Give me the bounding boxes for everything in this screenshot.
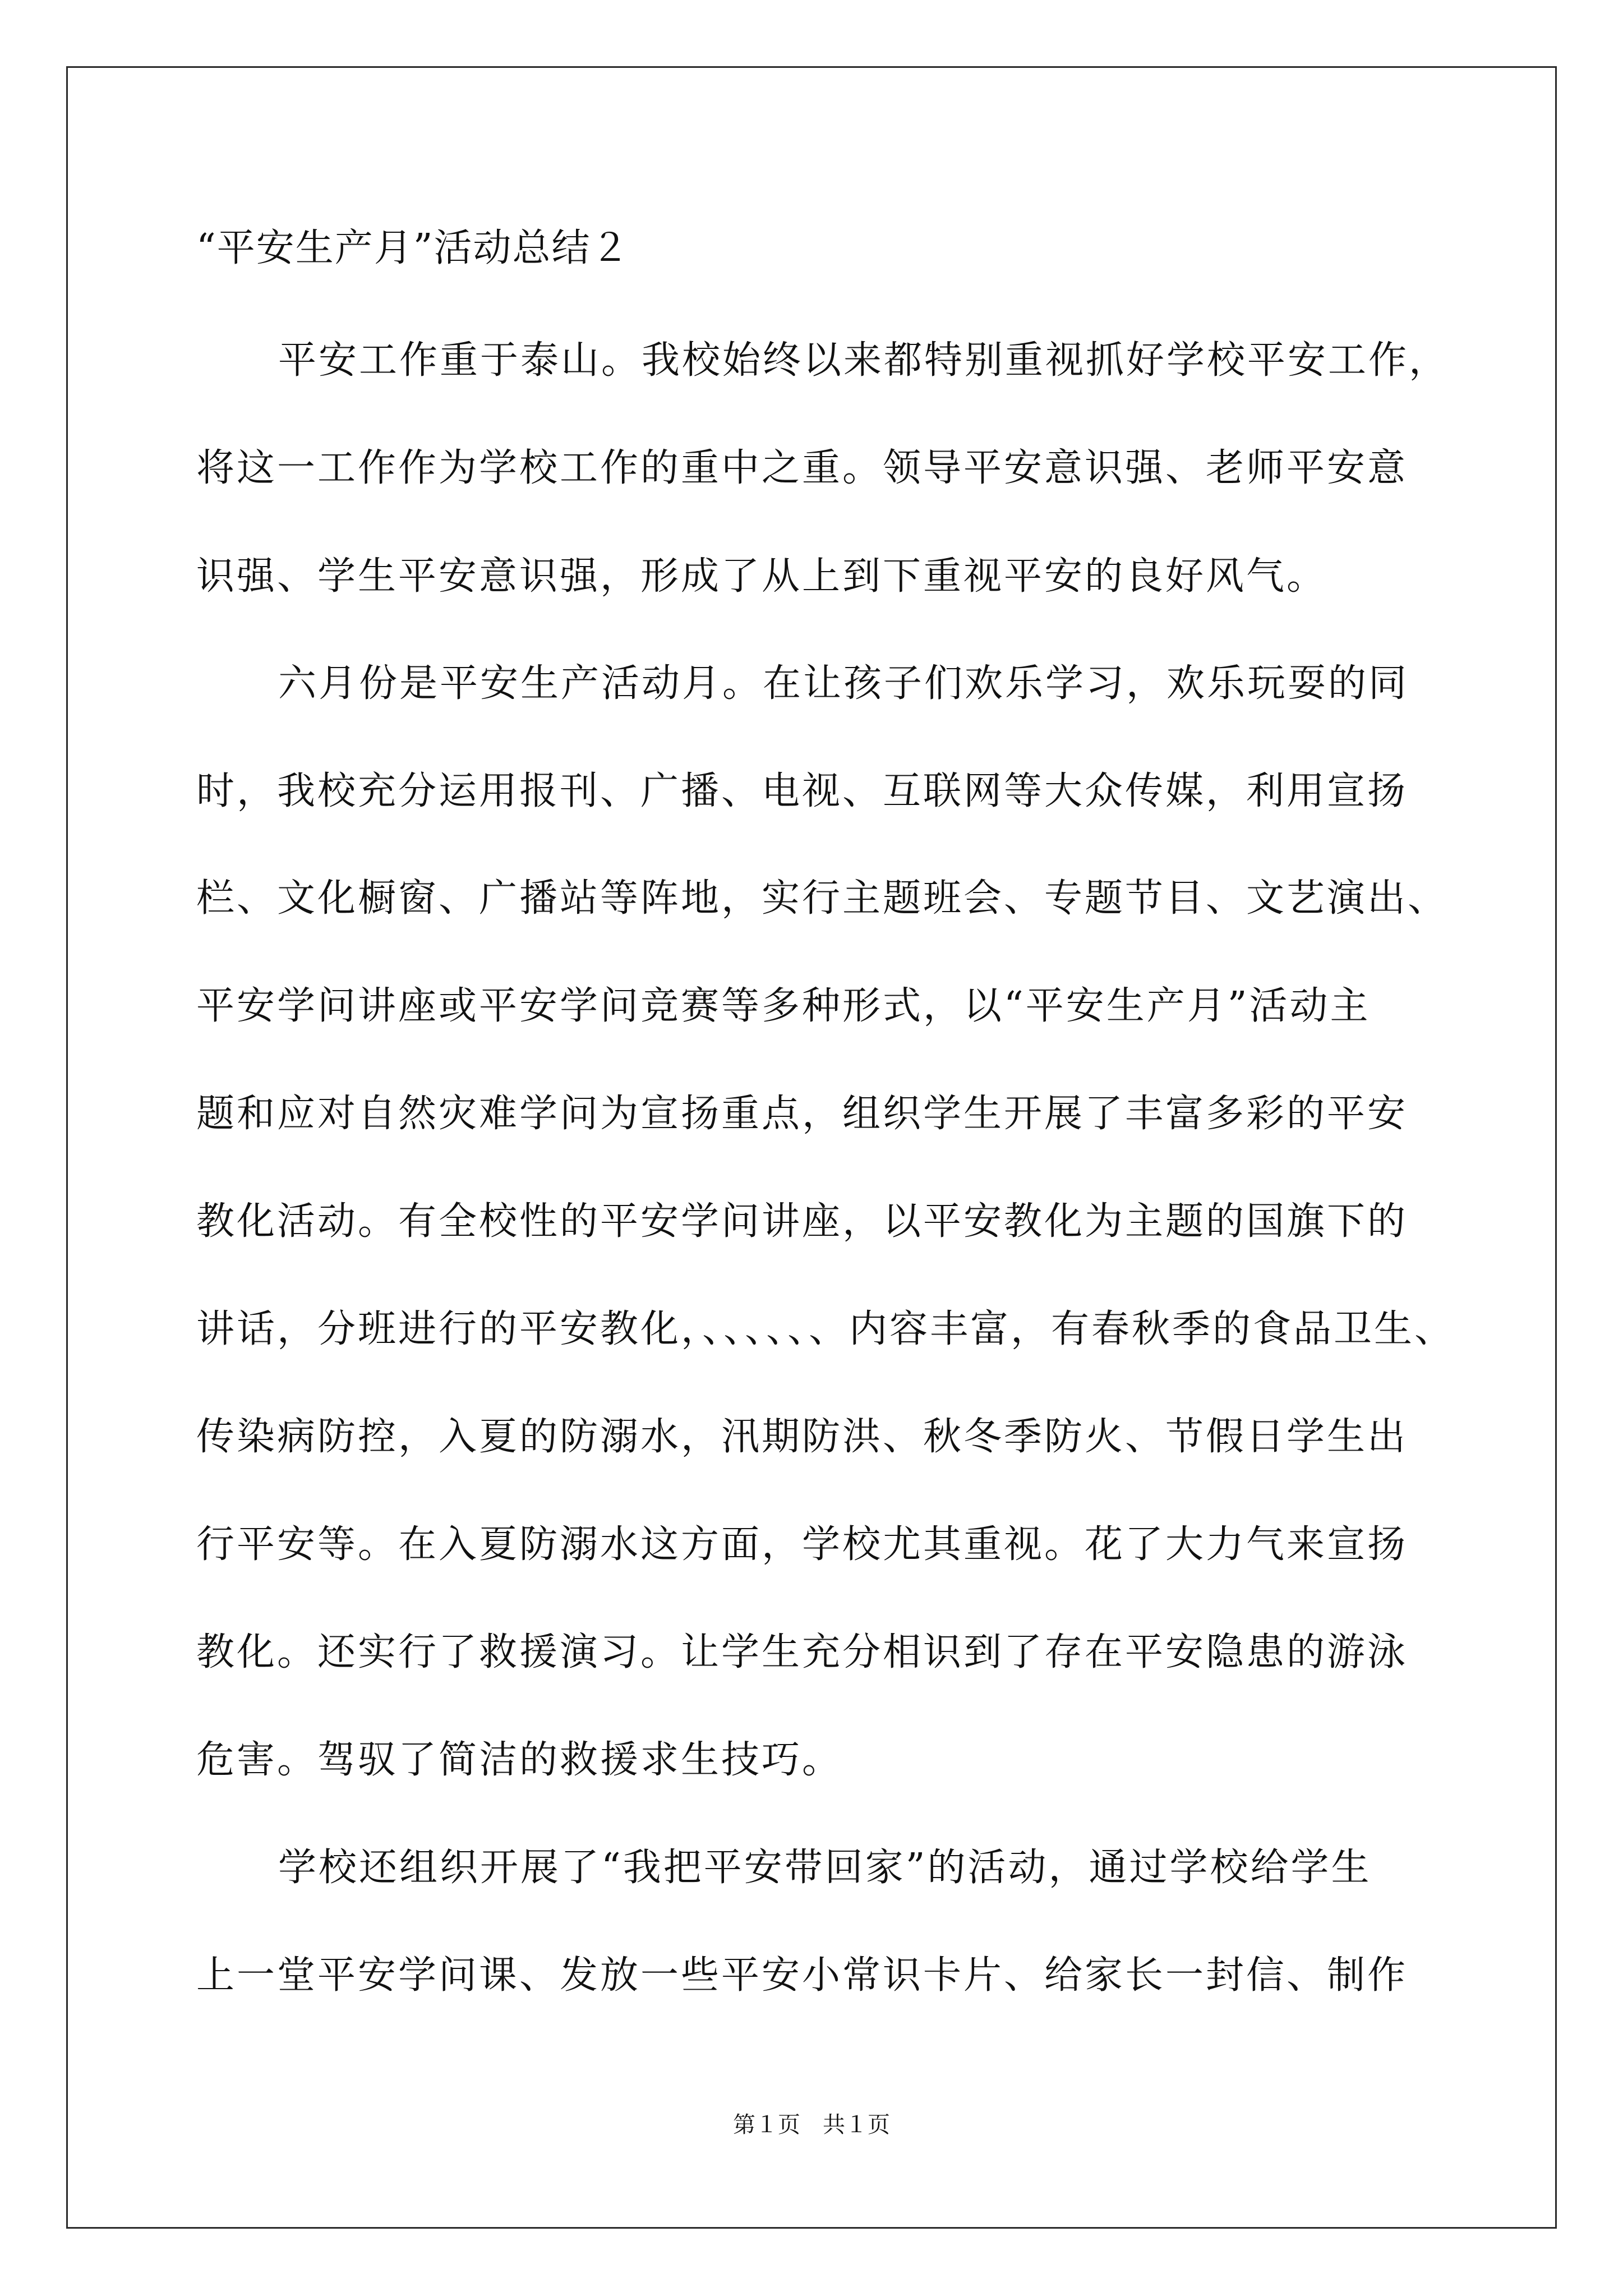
body-line: 将这一工作作为学校工作的重中之重。领导平安意识强、老师平安意 [196, 446, 1408, 490]
body-line: 学校还组织开展了“我把平安带回家”的活动，通过学校给学生 [278, 1846, 1372, 1890]
document-title: “平安生产月”活动总结２ [196, 226, 630, 270]
body-line: 识强、学生平安意识强，形成了从上到下重视平安的良好风气。 [196, 554, 1327, 599]
page-number: 第１页 共１页 [733, 2112, 890, 2137]
body-line: 教化活动。有全校性的平安学问讲座，以平安教化为主题的国旗下的 [196, 1199, 1408, 1244]
body-line: 平安学问讲座或平安学问竞赛等多种形式，以“平安生产月”活动主 [196, 984, 1371, 1028]
body-line: 题和应对自然灾难学问为宣扬重点，组织学生开展了丰富多彩的平安 [196, 1092, 1408, 1136]
body-line: 传染病防控，入夏的防溺水，汛期防洪、秋冬季防火、节假日学生出 [196, 1415, 1408, 1459]
body-line: 讲话，分班进行的平安教化，、、、、、、内容丰富，有春秋季的食品卫生、 [196, 1307, 1455, 1351]
body-line: 危害。驾驭了简洁的救援求生技巧。 [196, 1738, 843, 1782]
body-line: 上一堂平安学问课、发放一些平安小常识卡片、给家长一封信、制作 [196, 1953, 1408, 1998]
body-line: 行平安等。在入夏防溺水这方面，学校尤其重视。花了大力气来宣扬 [196, 1522, 1408, 1567]
body-line: 平安工作重于泰山。我校始终以来都特别重视抓好学校平安工作， [278, 338, 1450, 383]
body-line: 六月份是平安生产活动月。在让孩子们欢乐学习，欢乐玩耍的同 [278, 661, 1409, 706]
page-border [66, 66, 1557, 2229]
body-line: 栏、文化橱窗、广播站等阵地，实行主题班会、专题节目、文艺演出、 [196, 876, 1449, 921]
body-line: 时，我校充分运用报刊、广播、电视、互联网等大众传媒，利用宣扬 [196, 769, 1408, 813]
body-line: 教化。还实行了救援演习。让学生充分相识到了存在平安隐患的游泳 [196, 1630, 1408, 1674]
